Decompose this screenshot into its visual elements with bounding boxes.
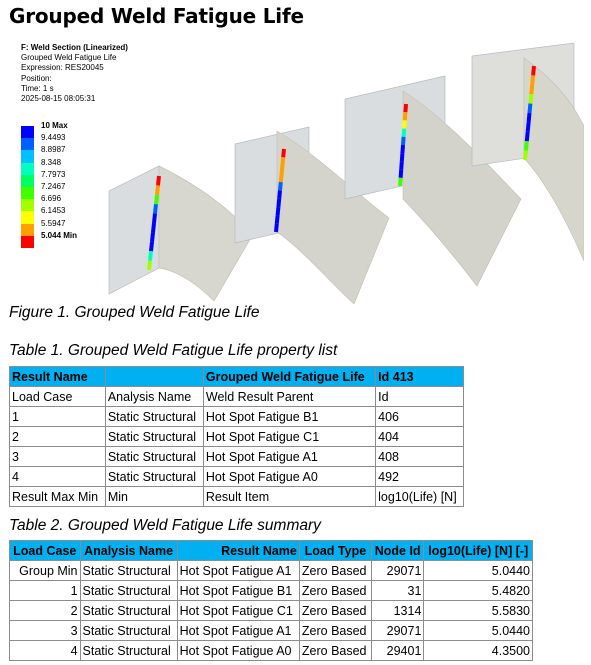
weld-segment [526,141,527,150]
table-cell: 5.5830 [424,601,533,621]
legend-swatch [21,175,34,187]
legend-swatch [21,138,34,150]
column-header: Id 413 [376,367,464,387]
table-cell: Hot Spot Fatigue B1 [177,581,299,601]
weld-segment [281,174,282,182]
column-header: Grouped Weld Fatigue Life [203,367,375,387]
weld-segment [154,214,155,223]
table-cell: Zero Based [299,641,371,661]
legend-label: 8.348 [41,157,62,167]
page-title: Grouped Weld Fatigue Life [9,4,304,28]
table-cell: 492 [376,467,464,487]
result-info [21,43,128,104]
table-cell: 406 [376,407,464,427]
weld-segment [533,66,534,75]
table-cell: 2 [10,427,106,447]
legend-swatch [21,126,34,138]
table-cell: Static Structural [105,427,203,447]
column-header: Result Name [10,367,106,387]
table-cell: Hot Spot Fatigue A1 [177,561,299,581]
weld-segment [155,204,156,213]
table-row [10,387,464,407]
weld-segment [532,75,533,84]
table-cell: 408 [376,447,464,467]
table-cell: Zero Based [299,561,371,581]
table-row [10,581,533,601]
weld-segment [531,85,532,94]
weld-segment [404,129,405,137]
table-cell: Static Structural [80,641,177,661]
weld-segment [402,153,403,161]
table-cell: Static Structural [80,561,177,581]
legend-swatch [21,163,34,175]
column-header [105,367,203,387]
table-cell: Zero Based [299,621,371,641]
weld-segment [404,120,405,128]
legend-label: 9.4493 [41,133,66,143]
info-date: 2025-08-15 08:05:31 [21,94,96,104]
weld-segment [528,122,529,131]
property-table [9,366,464,507]
weld-segment [400,178,401,186]
table-cell: 29071 [371,561,424,581]
legend-label: 7.2467 [41,181,66,191]
legend-swatch [21,187,34,199]
table-cell: 31 [371,581,424,601]
legend-label: 6.696 [41,194,62,204]
legend-swatch [21,150,34,162]
weld-segment [276,224,277,232]
column-header: log10(Life) [N] [-] [424,541,533,561]
table-cell: 404 [376,427,464,447]
legend-swatch [21,224,34,236]
table-cell: 1314 [371,601,424,621]
table-cell: Static Structural [105,467,203,487]
weld-segment [151,242,152,251]
table-cell: log10(Life) [N] [376,487,464,507]
table-cell: Hot Spot Fatigue A1 [177,621,299,641]
weld-segment [156,195,157,204]
legend-label: 5.5947 [41,218,66,228]
legend-label: 7.7973 [41,169,66,179]
table-row [10,447,464,467]
weld-segment [279,191,280,199]
table-row [10,561,533,581]
table-row [10,407,464,427]
weld-segment [405,104,406,112]
summary-table [9,540,533,661]
weld-segment [529,113,530,122]
table-cell: 2 [10,601,81,621]
weld-segment [157,185,158,194]
table1-caption: Table 1. Grouped Weld Fatigue Life property list [9,342,338,359]
table-cell: Id [376,387,464,407]
table-cell: Hot Spot Fatigue A0 [177,641,299,661]
weld-segment [283,149,284,157]
table-cell: 3 [10,447,106,467]
weld-segment [158,176,159,185]
legend-label: 5.044 Min [41,230,78,240]
table-cell: 5.0440 [424,621,533,641]
table-cell: Hot Spot Fatigue B1 [203,407,375,427]
table-cell: 29401 [371,641,424,661]
weld-segment [525,151,526,160]
info-time: Time: 1 s [21,83,54,93]
table-cell: Load Case [10,387,106,407]
table-cell: Zero Based [299,581,371,601]
table-cell: Result Max Min [10,487,106,507]
table-cell: 3 [10,621,81,641]
figure-caption: Figure 1. Grouped Weld Fatigue Life [9,304,260,321]
column-header: Load Type [299,541,371,561]
legend-label: 10 Max [41,121,68,130]
table-header-row [10,367,464,387]
weld-segment [530,104,531,113]
table-cell: Hot Spot Fatigue A1 [203,447,375,467]
table-cell: Static Structural [105,447,203,467]
weld-segment [402,145,403,153]
table-cell: Weld Result Parent [203,387,375,407]
table-cell: 5.4820 [424,581,533,601]
table-cell: Hot Spot Fatigue C1 [177,601,299,621]
table-row [10,621,533,641]
table2-caption: Table 2. Grouped Weld Fatigue Life summary [9,517,321,534]
info-name: F: Weld Section (Linearized) [21,43,128,52]
table-cell: 1 [10,407,106,427]
column-header: Result Name [177,541,299,561]
table-cell: 1 [10,581,81,601]
info-type: Grouped Weld Fatigue Life [21,53,117,63]
table-cell: Static Structural [80,601,177,621]
column-header: Analysis Name [80,541,177,561]
result-figure [9,36,584,304]
legend-swatch [21,211,34,223]
weld-plate-1 [109,166,252,301]
weld-segment [277,215,278,223]
column-header: Load Case [10,541,81,561]
table-cell: Static Structural [80,581,177,601]
table-cell: Min [105,487,203,507]
weld-segment [153,223,154,232]
table-cell: 4 [10,641,81,661]
info-position: Position: [21,73,52,83]
weld-segment [530,94,531,103]
weld-segment [527,132,528,141]
weld-segment [152,232,153,241]
table-cell: Static Structural [105,407,203,427]
weld-segment [401,161,402,169]
legend-label: 8.8987 [41,145,66,155]
table-row [10,641,533,661]
weld-segment [403,137,404,145]
table-cell: Group Min [10,561,81,581]
table-cell: 4 [10,467,106,487]
table-row [10,487,464,507]
table-cell: Static Structural [80,621,177,641]
weld-segment [282,166,283,174]
table-row [10,467,464,487]
legend-swatch [21,199,34,211]
table-cell: Hot Spot Fatigue C1 [203,427,375,447]
weld-segment [282,157,283,165]
column-header: Node Id [371,541,424,561]
table-cell: Zero Based [299,601,371,621]
table-cell: Result Item [203,487,375,507]
table-cell: 4.3500 [424,641,533,661]
table-header-row [10,541,533,561]
table-cell: 5.0440 [424,561,533,581]
weld-segment [150,251,151,260]
weld-segment [405,112,406,120]
weld-segment [401,170,402,178]
table-row [10,601,533,621]
weld-segment [278,207,279,215]
table-cell: Analysis Name [105,387,203,407]
legend-label: 6.1453 [41,206,66,216]
legend-swatch [21,236,34,248]
weld-segment [278,199,279,207]
weld-segment [280,182,281,190]
weld-segment [149,261,150,270]
table-cell: 29071 [371,621,424,641]
table-cell: Hot Spot Fatigue A0 [203,467,375,487]
info-expression: Expression: RES20045 [21,63,104,73]
table-row [10,427,464,447]
